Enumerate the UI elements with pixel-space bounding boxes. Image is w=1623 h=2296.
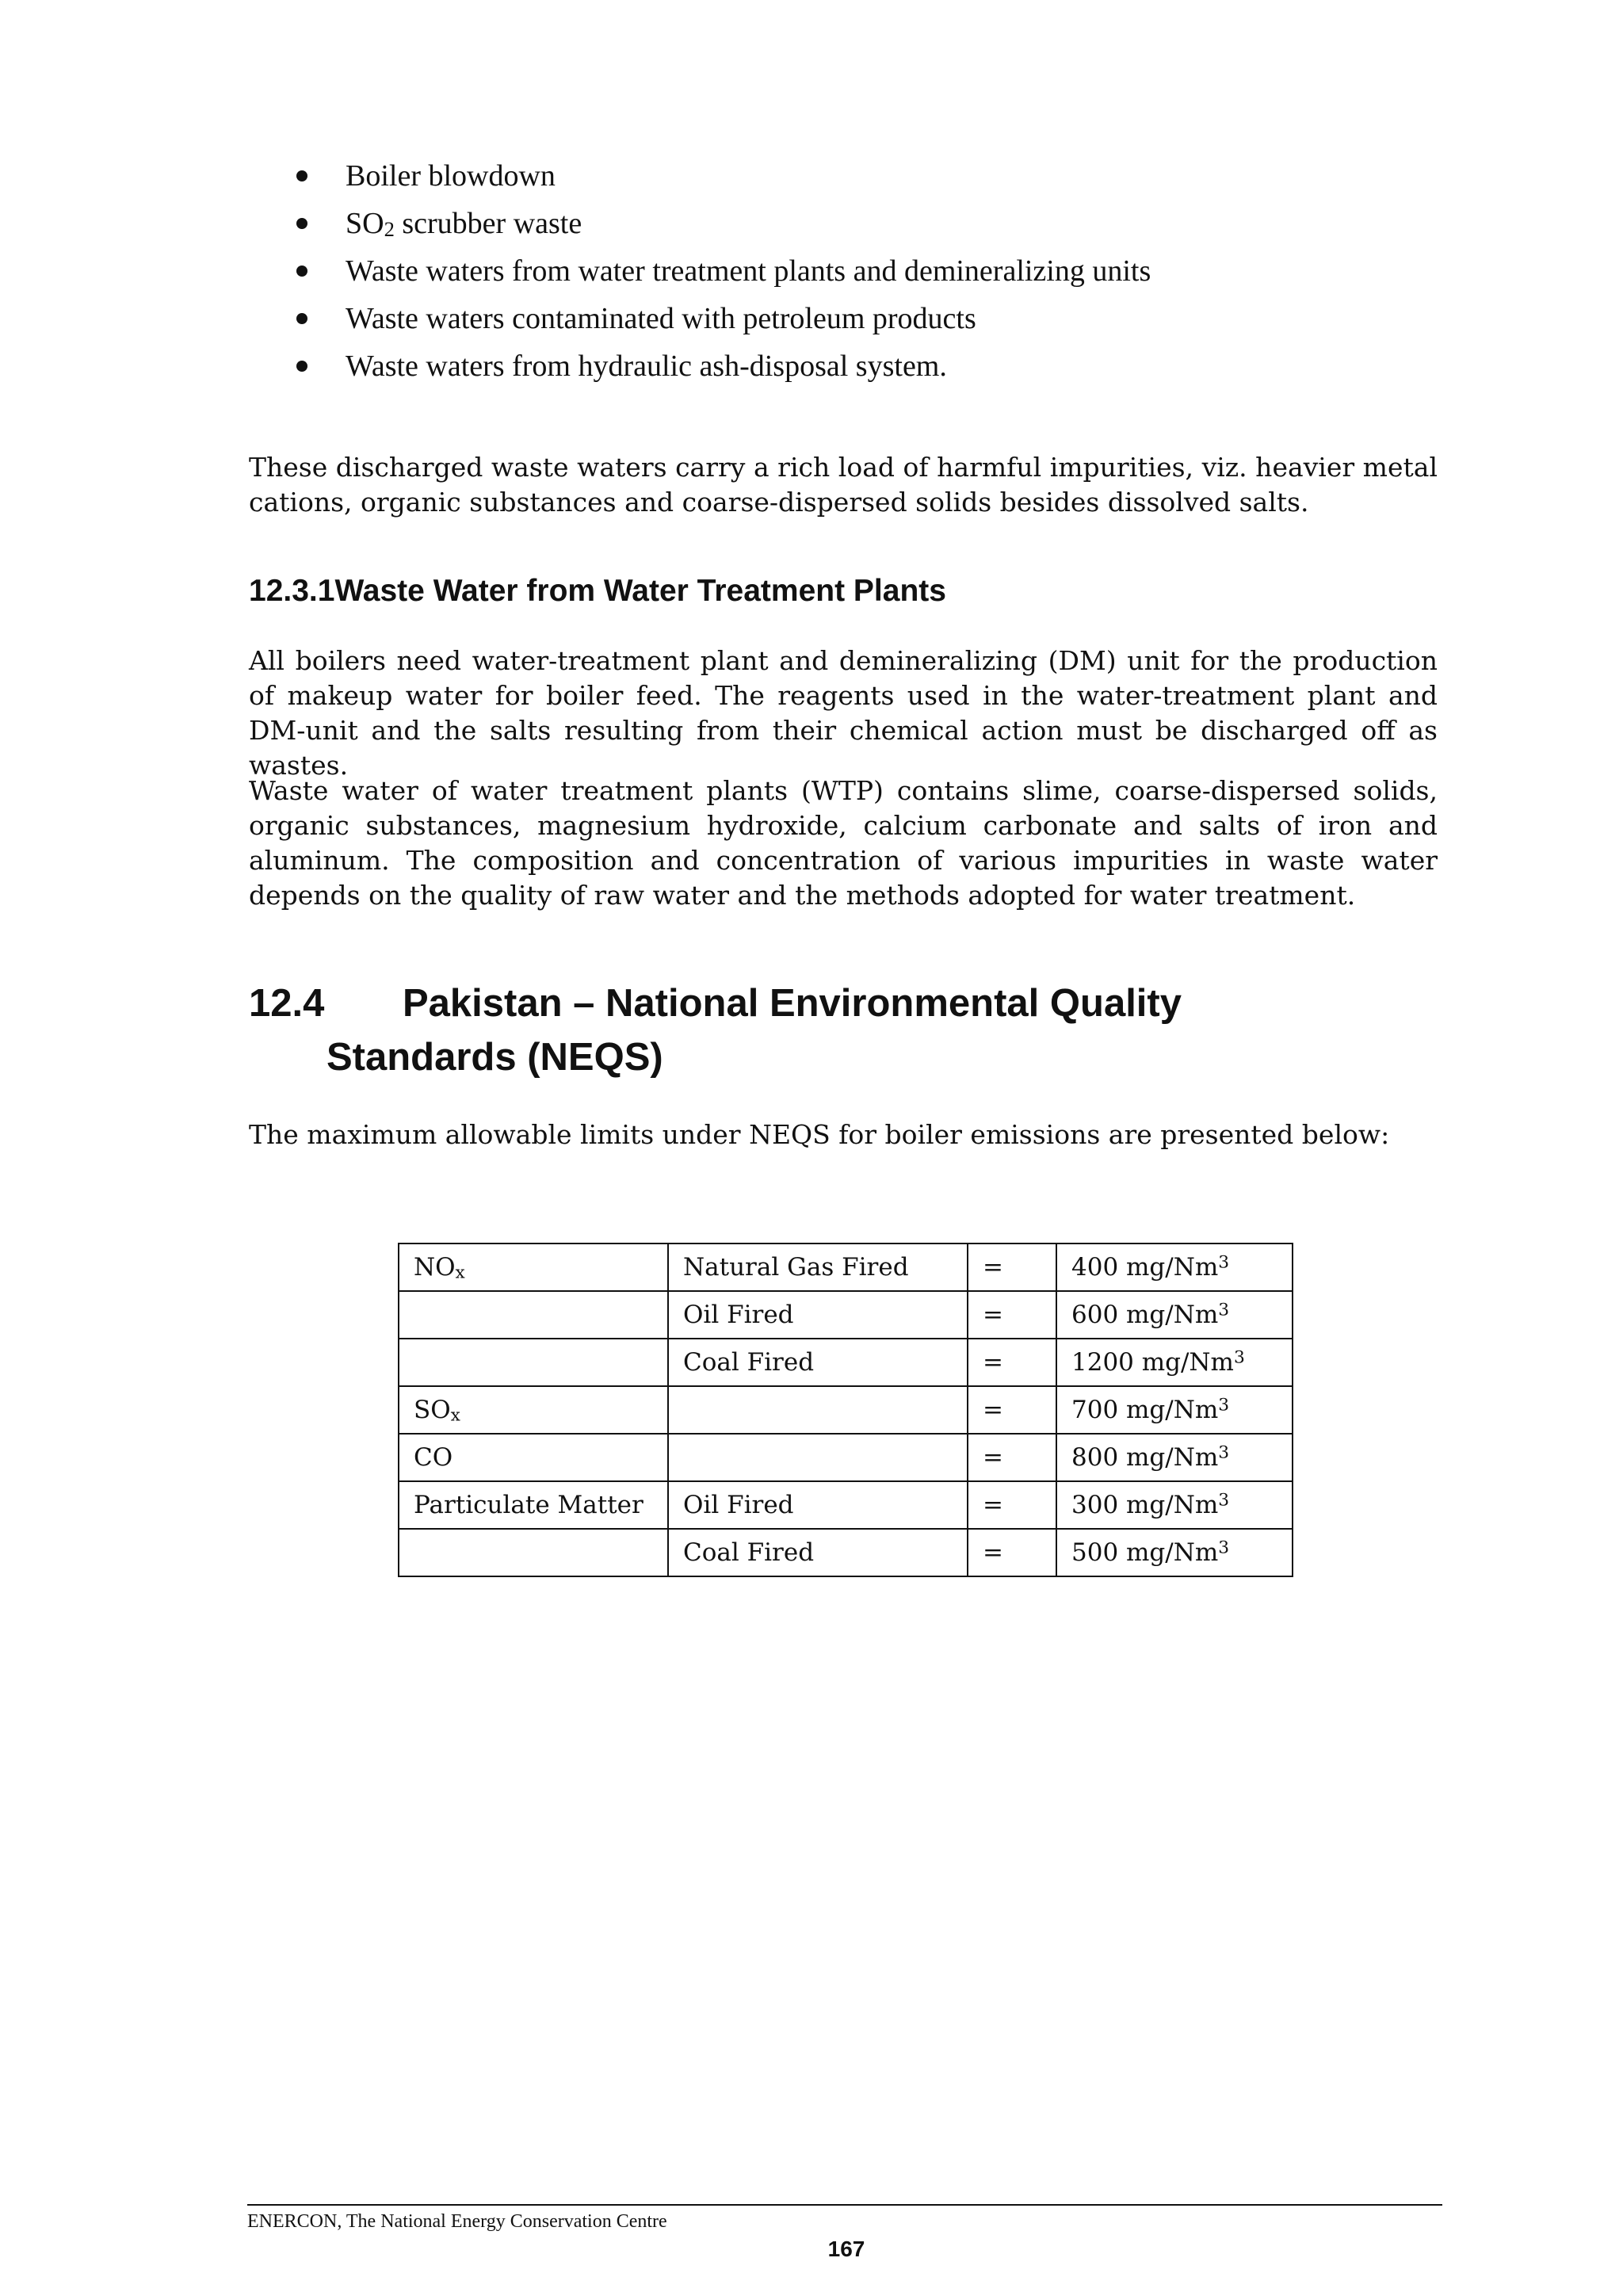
list-item: Waste waters contaminated with petroleum products xyxy=(293,295,1151,342)
paragraph-wtp-waste: Waste water of water treatment plants (WTP) contains slime, coarse-dispersed solids, organic substances, magnesium hydroxide, calcium carbonate and salts of iron and aluminum. The composition and concentration of various impurities in waste water depends on the quality of raw water and the methods adopted for water treatment. xyxy=(249,775,1438,911)
pollutant-cell: $NO_x$ xyxy=(399,1244,668,1291)
list-item: Boiler blowdown xyxy=(293,152,1151,200)
fuel-cell: Natural Gas Fired xyxy=(668,1244,968,1291)
pollutant-cell: $SO_x$ xyxy=(399,1386,668,1434)
section-heading-12-4: 12.4 Pakistan – National Environmental Quality Standards (NEQS) xyxy=(249,982,1182,1079)
limit-cell: 600 mg/Nm$^3$ xyxy=(1056,1291,1293,1339)
table-row xyxy=(399,1434,1293,1481)
limit-cell: 300 mg/Nm$^3$ xyxy=(1056,1481,1293,1529)
equals-cell: = xyxy=(968,1434,1056,1481)
pollutant-cell xyxy=(399,1339,668,1386)
paragraph-waste-impurities: These discharged waste waters carry a rich load of harmful impurities, viz. heavier metal cations, organic substances and coarse-dispersed solids besides dissolved salts. xyxy=(249,452,1438,518)
paragraph-dm-unit: All boilers need water-treatment plant and demineralizing (DM) unit for the production of makeup water for boiler feed. The reagents used in the water-treatment plant and DM-unit and the salts resulting from their chemical action must be discharged off as wastes. xyxy=(249,645,1438,781)
equals-cell: = xyxy=(968,1481,1056,1529)
neqs-limits-table xyxy=(398,1243,1293,1577)
bullet-icon xyxy=(296,361,307,372)
limit-cell: 500 mg/Nm$^3$ xyxy=(1056,1529,1293,1576)
fuel-cell: Oil Fired xyxy=(668,1291,968,1339)
pollutant-cell xyxy=(399,1529,668,1576)
boiler-wastewater-list xyxy=(293,152,1151,390)
bullet-icon xyxy=(296,313,307,324)
table-row xyxy=(399,1481,1293,1529)
fuel-cell xyxy=(668,1434,968,1481)
footer-organization: ENERCON, The National Energy Conservation Centre xyxy=(247,2211,667,2232)
bullet-icon xyxy=(296,218,307,229)
equals-cell: = xyxy=(968,1244,1056,1291)
list-item: $SO_2$ scrubber waste xyxy=(293,200,1151,247)
equals-cell: = xyxy=(968,1386,1056,1434)
limit-cell: 400 mg/Nm$^3$ xyxy=(1056,1244,1293,1291)
paragraph-neqs-intro: The maximum allowable limits under NEQS for boiler emissions are presented below: xyxy=(249,1119,1390,1150)
fuel-cell xyxy=(668,1386,968,1434)
list-item: Waste waters from hydraulic ash-disposal system. xyxy=(293,342,1151,390)
table-row xyxy=(399,1386,1293,1434)
fuel-cell: Oil Fired xyxy=(668,1481,968,1529)
pollutant-cell: CO xyxy=(399,1434,668,1481)
equals-cell: = xyxy=(968,1529,1056,1576)
equals-cell: = xyxy=(968,1339,1056,1386)
fuel-cell: Coal Fired xyxy=(668,1339,968,1386)
table-row xyxy=(399,1291,1293,1339)
pollutant-cell xyxy=(399,1291,668,1339)
equals-cell: = xyxy=(968,1291,1056,1339)
limit-cell: 1200 mg/Nm$^3$ xyxy=(1056,1339,1293,1386)
page-number: 167 xyxy=(827,2237,865,2261)
bullet-icon xyxy=(296,170,307,181)
limit-cell: 700 mg/Nm$^3$ xyxy=(1056,1386,1293,1434)
limit-cell: 800 mg/Nm$^3$ xyxy=(1056,1434,1293,1481)
bullet-icon xyxy=(296,266,307,277)
pollutant-cell: Particulate Matter xyxy=(399,1481,668,1529)
table-row xyxy=(399,1339,1293,1386)
table-row xyxy=(399,1529,1293,1576)
list-item: Waste waters from water treatment plants and demineralizing units xyxy=(293,247,1151,295)
fuel-cell: Coal Fired xyxy=(668,1529,968,1576)
footer-divider xyxy=(247,2204,1442,2206)
section-heading-12-3-1: 12.3.1Waste Water from Water Treatment Plants xyxy=(249,574,946,608)
table-row xyxy=(399,1244,1293,1291)
